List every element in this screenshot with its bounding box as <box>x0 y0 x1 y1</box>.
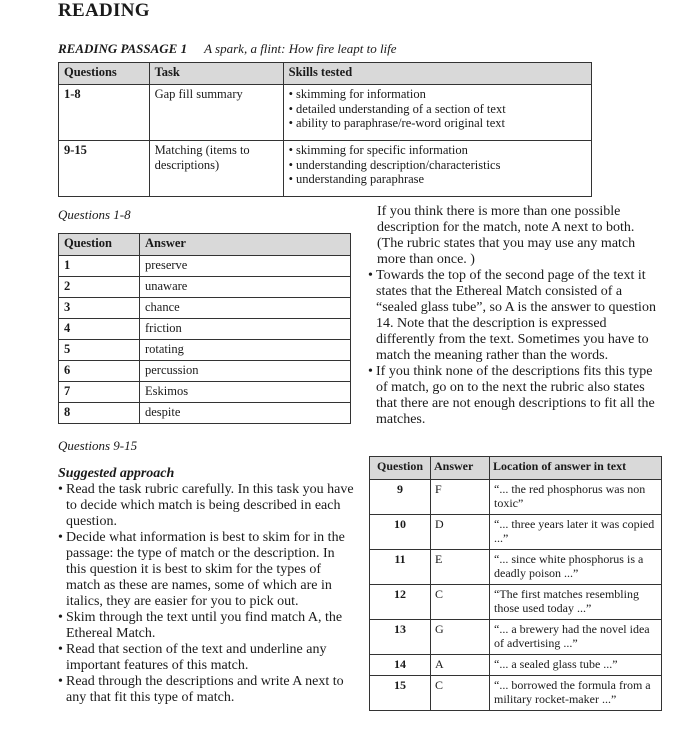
approach-continued <box>368 204 660 428</box>
approach-paragraph: If you think there is more than one possible description for the match, note A next to both. (The rubric states that you may use any match more than once. ) <box>377 204 636 267</box>
answer-letter: D <box>431 515 490 550</box>
table-header-row <box>370 457 662 480</box>
table-row <box>370 620 662 655</box>
skill-item: • skimming for specific information <box>289 143 586 158</box>
question-number: 8 <box>59 403 140 424</box>
question-number: 2 <box>59 277 140 298</box>
section-heading: READING <box>58 0 150 21</box>
approach-bullet: • Skim through the text until you find match A, the Ethereal Match. <box>58 610 343 641</box>
task-overview-table <box>58 62 592 197</box>
passage-label: READING PASSAGE 1 <box>58 41 188 56</box>
answer-text: despite <box>140 403 351 424</box>
question-number: 5 <box>59 340 140 361</box>
answer-text: friction <box>140 319 351 340</box>
cell-questions: 9-15 <box>59 141 150 197</box>
answer-letter: C <box>431 676 490 711</box>
skill-item: • ability to paraphrase/re-word original text <box>289 116 586 131</box>
question-number: 14 <box>370 655 431 676</box>
table-header-row <box>59 63 592 85</box>
table-row <box>370 676 662 711</box>
question-number: 11 <box>370 550 431 585</box>
skill-item: • detailed understanding of a section of text <box>289 102 586 117</box>
table-row <box>59 141 592 197</box>
header-answer: Answer <box>140 234 351 256</box>
header-skills: Skills tested <box>283 63 591 85</box>
suggested-approach <box>58 466 358 706</box>
table-row <box>59 382 351 403</box>
table-row <box>59 85 592 141</box>
approach-title: Suggested approach <box>58 466 175 481</box>
approach-bullet: • Decide what information is best to skim for in the passage: the type of match or the description. In this question it is best to skim for the types of match as these are names, some of which are in italics, they are easier for you to pick out. <box>58 530 345 609</box>
passage-title: A spark, a flint: How fire leapt to life <box>204 41 397 56</box>
answer-text: Eskimos <box>140 382 351 403</box>
answer-location: “... since white phosphorus is a deadly poison ...” <box>490 550 662 585</box>
header-answer: Answer <box>431 457 490 480</box>
approach-bullet: • Towards the top of the second page of the text it states that the Ethereal Match consisted of a “sealed glass tube”, so A is the answer to question 14. Note that the description is expressed differently from the text. Sometimes you have to match the meaning rather than the words. <box>368 268 656 363</box>
approach-bullet: • If you think none of the descriptions fits this type of match, go on to the next the rubric also states that there are not enough descriptions to fit all the matches. <box>368 364 655 427</box>
cell-task: Gap fill summary <box>149 85 283 141</box>
table-row <box>59 256 351 277</box>
question-number: 13 <box>370 620 431 655</box>
answer-letter: F <box>431 480 490 515</box>
answer-location: “... a sealed glass tube ...” <box>490 655 662 676</box>
skill-item: • understanding description/characteristics <box>289 158 586 173</box>
answer-text: preserve <box>140 256 351 277</box>
passage-title-line <box>58 41 397 57</box>
table-row <box>59 298 351 319</box>
table-row <box>370 550 662 585</box>
question-number: 4 <box>59 319 140 340</box>
cell-skills <box>283 85 591 141</box>
approach-bullet: • Read the task rubric carefully. In this task you have to decide which match is being described in each question. <box>58 482 354 529</box>
question-number: 12 <box>370 585 431 620</box>
cell-questions: 1-8 <box>59 85 150 141</box>
answer-location: “... three years later it was copied ...” <box>490 515 662 550</box>
question-number: 7 <box>59 382 140 403</box>
table-row <box>59 403 351 424</box>
answer-location: “... borrowed the formula from a military rocket-maker ...” <box>490 676 662 711</box>
answer-text: unaware <box>140 277 351 298</box>
table-row <box>59 277 351 298</box>
question-number: 9 <box>370 480 431 515</box>
table-row <box>59 340 351 361</box>
answer-letter: G <box>431 620 490 655</box>
question-number: 1 <box>59 256 140 277</box>
questions-9-15-heading: Questions 9-15 <box>58 438 138 453</box>
question-number: 15 <box>370 676 431 711</box>
header-task: Task <box>149 63 283 85</box>
answer-letter: C <box>431 585 490 620</box>
table-row <box>59 361 351 382</box>
table-row <box>370 585 662 620</box>
approach-bullet: • Read through the descriptions and write A next to any that fit this type of match. <box>58 674 344 705</box>
skill-item: • understanding paraphrase <box>289 172 586 187</box>
answers-9-15-table <box>369 456 662 711</box>
table-header-row <box>59 234 351 256</box>
header-location: Location of answer in text <box>490 457 662 480</box>
answer-letter: A <box>431 655 490 676</box>
answers-1-8-table <box>58 233 351 424</box>
answer-location: “... a brewery had the novel idea of advertising ...” <box>490 620 662 655</box>
header-question: Question <box>370 457 431 480</box>
question-number: 10 <box>370 515 431 550</box>
approach-bullet: • Read that section of the text and underline any important features of this match. <box>58 642 327 673</box>
skill-item: • skimming for information <box>289 87 586 102</box>
header-question: Question <box>59 234 140 256</box>
answer-letter: E <box>431 550 490 585</box>
cell-skills <box>283 141 591 197</box>
question-number: 6 <box>59 361 140 382</box>
table-row <box>370 655 662 676</box>
table-row <box>370 515 662 550</box>
header-questions: Questions <box>59 63 150 85</box>
questions-1-8-heading: Questions 1-8 <box>58 207 131 222</box>
answer-text: percussion <box>140 361 351 382</box>
table-row <box>370 480 662 515</box>
cell-task: Matching (items to descriptions) <box>149 141 283 197</box>
answer-text: rotating <box>140 340 351 361</box>
answer-location: “The first matches resembling those used today ...” <box>490 585 662 620</box>
table-row <box>59 319 351 340</box>
question-number: 3 <box>59 298 140 319</box>
answer-location: “... the red phosphorus was non toxic” <box>490 480 662 515</box>
answer-text: chance <box>140 298 351 319</box>
